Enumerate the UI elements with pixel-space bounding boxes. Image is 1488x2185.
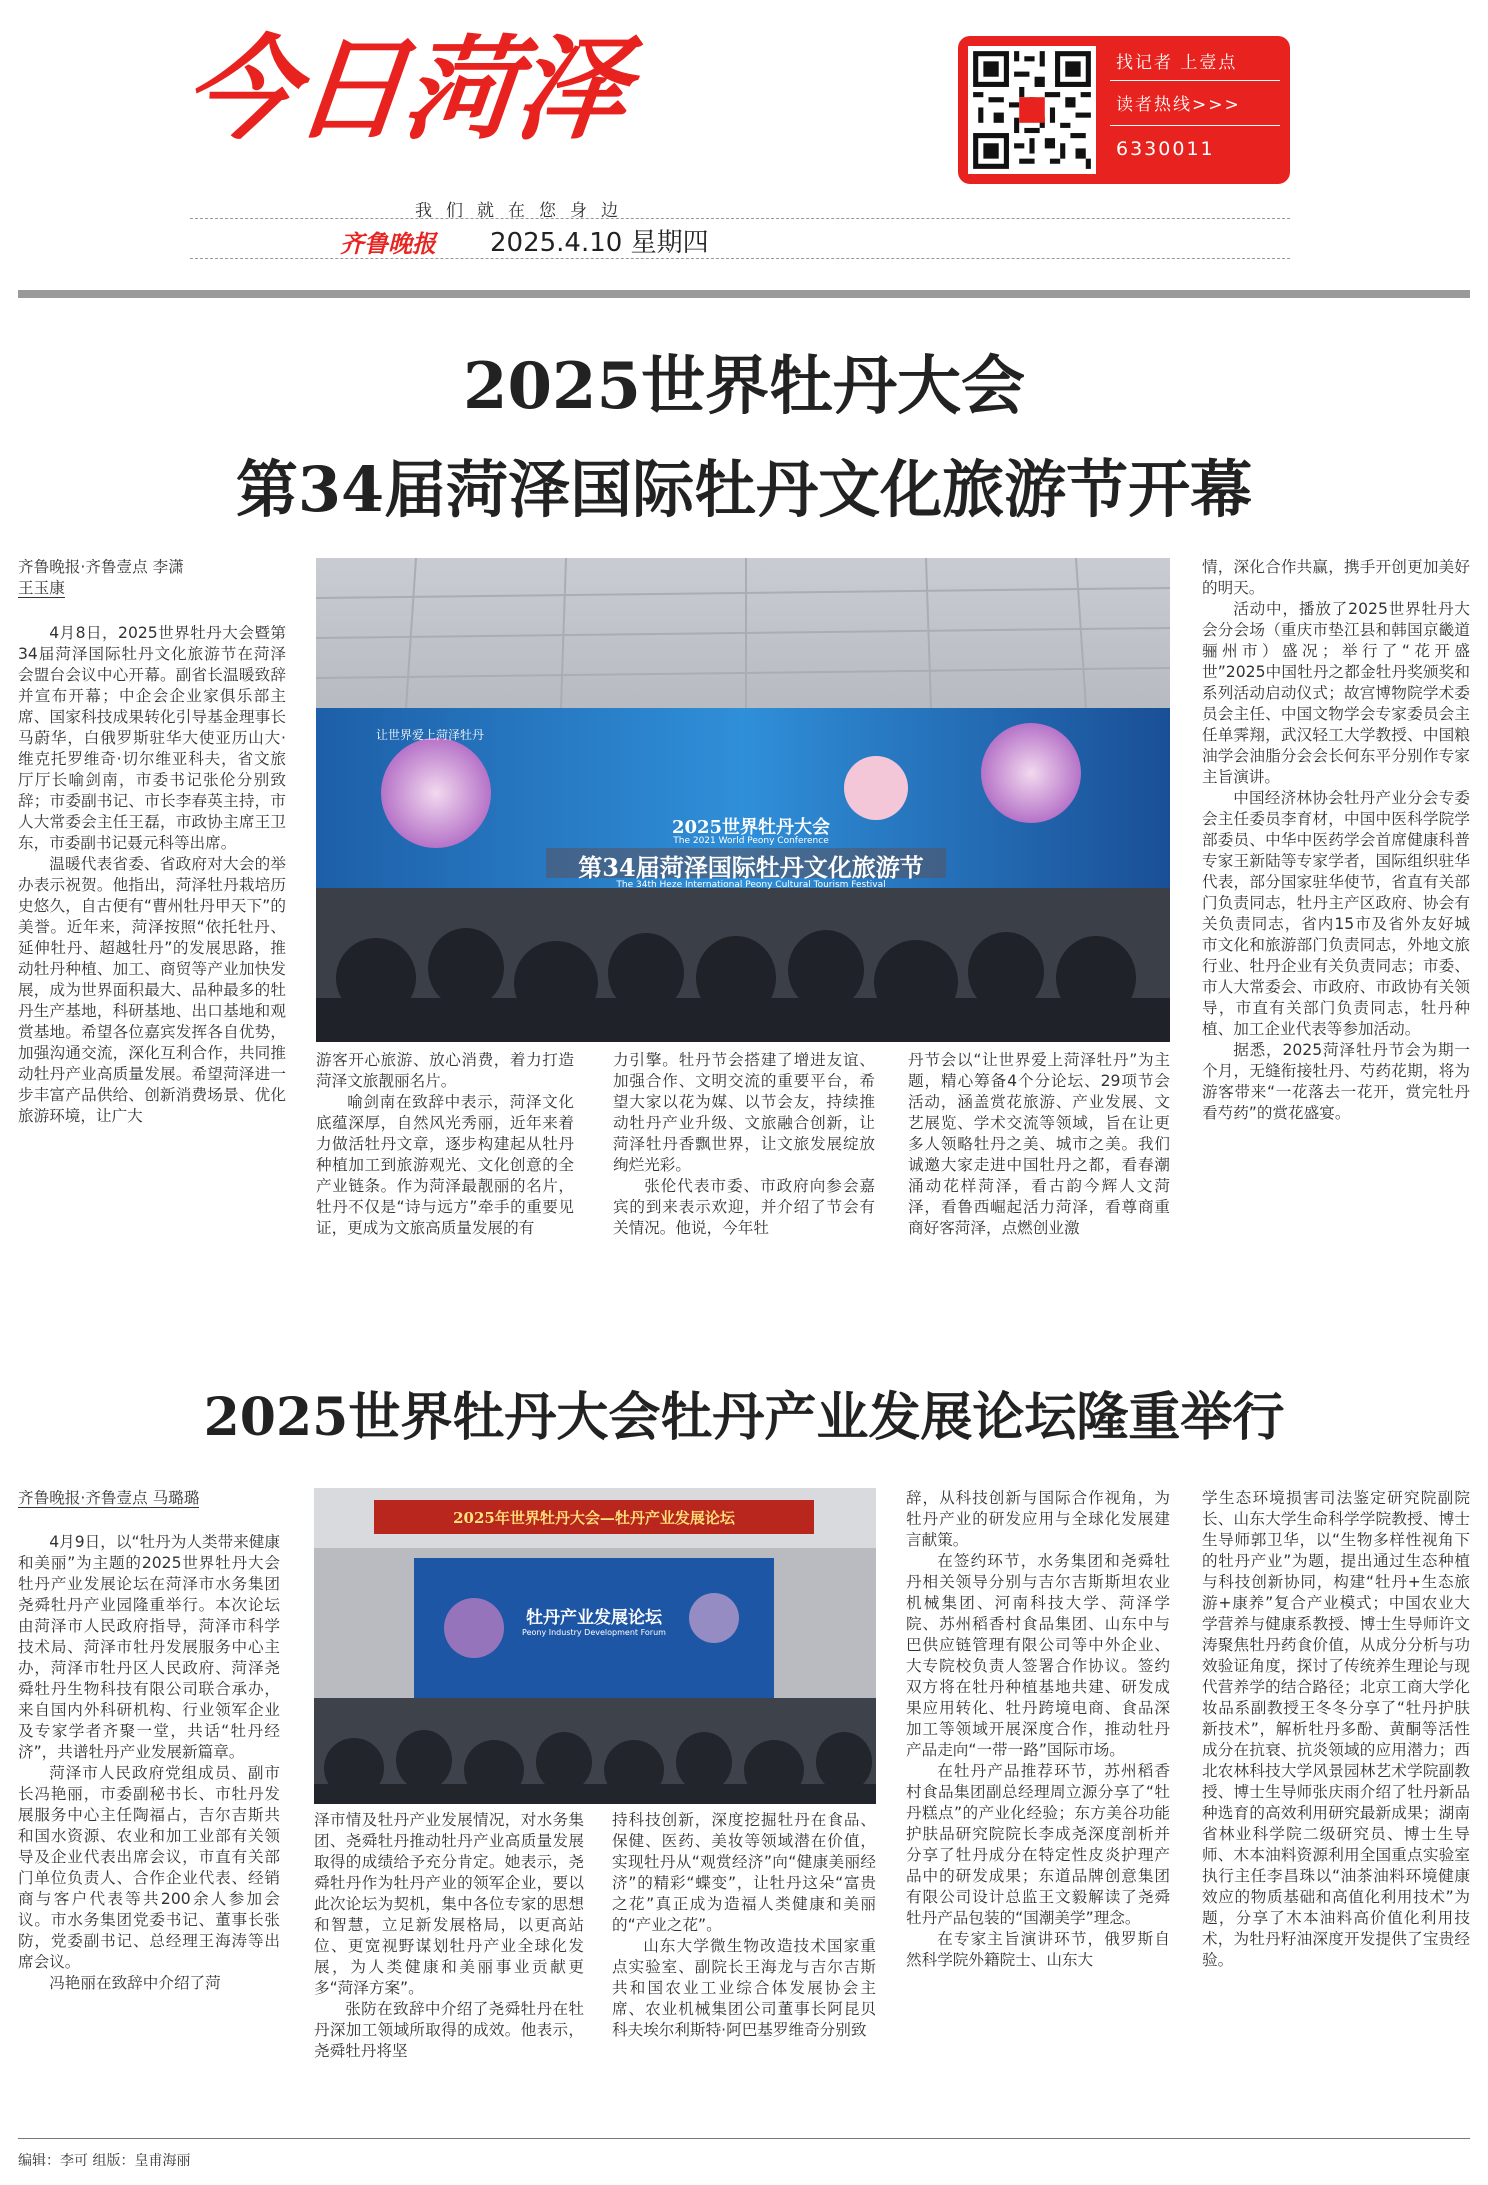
paragraph: 泽市情及牡丹产业发展情况，对水务集团、尧舜牡丹推动牡丹产业高质量发展取得的成绩给予充分肯定。她表示，尧舜牡丹作为牡丹产业的领军企业，要以此次论坛为契机，集中各位专家的思想和智慧，立足新发展格局，以更高站位、更宽视野谋划牡丹产业全球化发展，为人类健康和美丽事业贡献更多“菏泽方案”。 bbox=[314, 1811, 584, 1997]
paragraph: 活动中，播放了2025世界牡丹大会分会场（重庆市垫江县和韩国京畿道骊州市）盛况；举行了“花开盛世”2025中国牡丹之都金牡丹奖颁奖和系列活动启动仪式；故宫博物院学术委员会主任、中国文物学会专家委员会主任单霁翔，武汉轻工大学教授、中国粮油学会油脂分会会长何东平分别作专家主旨演讲。 bbox=[1202, 600, 1470, 786]
slogan: 我们就在您身边 bbox=[415, 201, 632, 221]
paragraph: 丹节会以“让世界爱上菏泽牡丹”为主题，精心筹备4个分论坛、29项节会活动，涵盖赏花旅游、产业发展、文艺展览、学术交流等领域，旨在让更多人领略牡丹之美、城市之美。我们诚邀大家走进中国牡丹之都，看春潮涌动花样菏泽，看古韵今辉人文菏泽，看鲁西崛起活力菏泽，看尊商重商好客菏泽，点燃创业激 bbox=[908, 1051, 1170, 1237]
newspaper-logo: 齐鲁晚报 bbox=[340, 229, 436, 258]
footer-credits: 编辑：李可 组版：皇甫海丽 bbox=[18, 2153, 191, 2169]
screen-side-text: 让世界爱上菏泽牡丹 bbox=[376, 728, 485, 742]
paragraph: 力引擎。牡丹节会搭建了增进友谊、加强合作、文明交流的重要平台，希望大家以花为媒、以节会友，持续推动牡丹产业升级、文旅融合创新，让菏泽牡丹香飘世界，让文旅发展绽放绚烂光彩。 bbox=[613, 1051, 875, 1174]
screen-title-line4: The 34th Heze International Peony Cultural Tourism Festival bbox=[616, 880, 886, 890]
paragraph: 在专家主旨演讲环节，俄罗斯自然科学院外籍院士、山东大 bbox=[906, 1930, 1170, 1969]
byline-line: 齐鲁晚报·齐鲁壹点 马璐璐 bbox=[18, 1489, 200, 1507]
paragraph: 冯艳丽在致辞中介绍了菏 bbox=[49, 1974, 221, 1992]
qr-code-icon bbox=[968, 46, 1096, 174]
byline-line: 王玉康 bbox=[18, 579, 65, 597]
byline-line: 齐鲁晚报·齐鲁壹点 李潇 bbox=[18, 558, 184, 576]
article1-photo bbox=[316, 558, 1170, 1042]
article2-column-2 bbox=[314, 1810, 584, 2124]
paragraph: 张伦代表市委、市政府向参会嘉宾的到来表示欢迎，并介绍了节会有关情况。他说，今年牡 bbox=[613, 1177, 875, 1237]
article1-column-2 bbox=[316, 1050, 574, 1313]
article2-column-1 bbox=[18, 1532, 280, 2124]
dashed-rule bbox=[190, 258, 1290, 259]
qr-code[interactable] bbox=[968, 46, 1096, 174]
paragraph: 情，深化合作共赢，携手开创更加美好的明天。 bbox=[1202, 558, 1470, 597]
article2-photo bbox=[314, 1488, 876, 1804]
paragraph: 据悉，2025菏泽牡丹节会为期一个月，无缝衔接牡丹、芍药花期，将为游客带来“一花落去一花开，赏完牡丹看芍药”的赏花盛宴。 bbox=[1202, 1041, 1470, 1122]
article1-column-5 bbox=[1202, 557, 1470, 1317]
reader-hotline-number: 6330011 bbox=[1116, 138, 1215, 160]
article1-headline-line2: 第34届菏泽国际牡丹文化旅游节开幕 bbox=[235, 453, 1253, 526]
screen-title-line2: Peony Industry Development Forum bbox=[522, 1628, 666, 1637]
box-divider bbox=[1110, 125, 1280, 126]
dashed-rule bbox=[190, 218, 1290, 219]
article2-byline bbox=[18, 1488, 280, 1509]
paragraph: 山东大学微生物改造技术国家重点实验室、副院长王海龙与吉尔吉斯共和国农业工业综合体发展协会主席、农业机械集团公司董事长阿昆贝科夫埃尔利斯特·阿巴基罗维奇分别致 bbox=[612, 1937, 876, 2039]
article1-column-3 bbox=[613, 1050, 875, 1313]
reporter-contact-line: 找记者 上壹点 bbox=[1116, 53, 1238, 73]
paragraph: 张防在致辞中介绍了尧舜牡丹在牡丹深加工领域所取得的成效。他表示，尧舜牡丹将坚 bbox=[314, 2000, 584, 2060]
box-divider bbox=[1110, 80, 1280, 81]
screen-title-line1: 2025世界牡丹大会 bbox=[671, 817, 831, 838]
paragraph: 在牡丹产品推荐环节，苏州稻香村食品集团副总经理周立源分享了“牡丹糕点”的产业化经验；东方美谷功能护肤品研究院院长李成尧深度剖析并分享了牡丹成分在特定性皮炎护理产品中的研发成果；东道品牌创意集团有限公司设计总监王文毅解读了尧舜牡丹产品包装的“国潮美学”理念。 bbox=[906, 1762, 1170, 1927]
masthead-rule bbox=[18, 290, 1470, 298]
footer-rule bbox=[18, 2138, 1470, 2139]
article1-byline bbox=[18, 557, 286, 599]
paragraph: 中国经济林协会牡丹产业分会专委会主任委员李育材，中国中医科学院学部委员、中华中医药学会首席健康科普专家王新陆等专家学者，国际组织驻华代表，部分国家驻华使节，省直有关部门负责同志，牡丹主产区政府、协会有关负责同志，省内15市及省外友好城市文化和旅游部门负责同志，外地文旅行业、牡丹企业有关负责同志；市委、市人大常委会、市政府、市政协有关领导，市直有关部门负责同志，牡丹种植、加工企业代表等参加活动。 bbox=[1202, 789, 1470, 1038]
paragraph: 游客开心旅游、放心消费，着力打造菏泽文旅靓丽名片。 bbox=[316, 1051, 574, 1090]
paragraph: 辞，从科技创新与国际合作视角，为牡丹产业的研发应用与全球化发展建言献策。 bbox=[906, 1489, 1170, 1549]
issue-date: 2025.4.10 星期四 bbox=[490, 228, 709, 258]
paragraph: 持科技创新，深度挖掘牡丹在食品、保健、医药、美妆等领域潜在价值，实现牡丹从“观赏经济”向“健康美丽经济”的精彩“蝶变”，让牡丹这朵“富贵之花”真正成为造福人类健康和美丽的“产业之花”。 bbox=[612, 1811, 876, 1934]
reader-hotline-label: 读者热线>>> bbox=[1116, 95, 1241, 115]
masthead-logo: 今日菏泽 bbox=[178, 25, 632, 155]
screen-title-line3: 第34届菏泽国际牡丹文化旅游节 bbox=[578, 853, 924, 882]
article1-headline-line1: 2025世界牡丹大会 bbox=[462, 349, 1026, 424]
screen-title-line1: 牡丹产业发展论坛 bbox=[526, 1608, 662, 1628]
paragraph: 菏泽市人民政府党组成员、副市长冯艳丽，市委副秘书长、市牡丹发展服务中心主任陶福占，吉尔吉斯共和国水资源、农业和加工业部有关领导及企业代表出席会议，市直有关部门单位负责人、合作企业代表、经销商与客户代表等共200余人参加会议。市水务集团党委书记、董事长张防，党委副书记、总经理王海涛等出席会议。 bbox=[18, 1764, 280, 1971]
screen-title-line2: The 2021 World Peony Conference bbox=[673, 836, 829, 846]
article2-headline: 2025世界牡丹大会牡丹产业发展论坛隆重举行 bbox=[203, 1387, 1285, 1448]
paragraph: 4月8日，2025世界牡丹大会暨第34届菏泽国际牡丹文化旅游节在菏泽会盟台会议中心开幕。副省长温暖致辞并宣布开幕；中企会企业家俱乐部主席、国家科技成果转化引导基金理事长马蔚华，白俄罗斯驻华大使亚历山大·维克托罗维奇·切尔维亚科夫，省文旅厅厅长喻剑南，市委书记张伦分别致辞；市委副书记、市长李春英主持，市人大常委会主任王磊，市政协主席王卫东，市委副书记聂元科等出席。 bbox=[18, 624, 286, 852]
paragraph: 在签约环节，水务集团和尧舜牡丹相关领导分别与吉尔吉斯斯坦农业机械集团、河南科技大学、菏泽学院、苏州稻香村食品集团、山东中与巴供应链管理有限公司等中外企业、大专院校负责人签署合作协议。签约双方将在牡丹种植基地共建、研发成果应用转化、牡丹跨境电商、食品深加工等领域开展深度合作，推动牡丹产品走向“一带一路”国际市场。 bbox=[906, 1552, 1170, 1759]
banner-text: 2025年世界牡丹大会—牡丹产业发展论坛 bbox=[453, 1509, 735, 1527]
paragraph: 喻剑南在致辞中表示，菏泽文化底蕴深厚，自然风光秀丽，近年来着力做活牡丹文章，逐步构建起从牡丹种植加工到旅游观光、文化创意的全产业链条。作为菏泽最靓丽的名片，牡丹不仅是“诗与远方”牵手的重要见证，更成为文旅高质量发展的有 bbox=[316, 1093, 574, 1237]
article1-column-4 bbox=[908, 1050, 1170, 1313]
paragraph: 温暖代表省委、省政府对大会的举办表示祝贺。他指出，菏泽牡丹栽培历史悠久，自古便有“曹州牡丹甲天下”的美誉。近年来，菏泽按照“依托牡丹、延伸牡丹、超越牡丹”的发展思路，推动牡丹种植、加工、商贸等产业加快发展，成为世界面积最大、品种最多的牡丹生产基地，科研基地、出口基地和观赏基地。希望各位嘉宾发挥各自优势，加强沟通交流，深化互利合作，共同推动牡丹产业高质量发展。希望菏泽进一步丰富产品供给、创新消费场景、优化旅游环境，让广大 bbox=[18, 855, 286, 1125]
article2-column-4 bbox=[906, 1488, 1170, 2124]
paragraph: 4月9日，以“牡丹为人类带来健康和美丽”为主题的2025世界牡丹大会牡丹产业发展论坛在菏泽市水务集团尧舜牡丹产业园隆重举行。本次论坛由菏泽市人民政府指导，菏泽市科学技术局、菏泽市牡丹发展服务中心主办，菏泽市牡丹区人民政府、菏泽尧舜牡丹生物科技有限公司联合承办，来自国内外科研机构、行业领军企业及专家学者齐聚一堂，共话“牡丹经济”，共谱牡丹产业发展新篇章。 bbox=[18, 1533, 280, 1761]
article2-column-3 bbox=[612, 1810, 876, 2124]
article1-column-1 bbox=[18, 623, 286, 1313]
paragraph: 学生态环境损害司法鉴定研究院副院长、山东大学生命科学学院教授、博士生导师郭卫华，以“生物多样性视角下的牡丹产业”为题，提出通过生态种植与科技创新协同，构建“牡丹+生态旅游+康养”复合产业模式；中国农业大学营养与健康系教授、博士生导师许文涛聚焦牡丹药食价值，从成分分析与功效验证角度，探讨了传统养生理论与现代营养学的结合路径；北京工商大学化妆品系副教授王冬冬分享了“牡丹护肤新技术”，解析牡丹多酚、黄酮等活性成分在抗衰、抗炎领域的应用潜力；西北农林科技大学风景园林艺术学院副教授、博士生导师张庆雨介绍了牡丹新品种选育的高效利用研究最新成果；湖南省林业科学院二级研究员、博士生导师、木本油料资源利用全国重点实验室执行主任李昌珠以“油茶油料环境健康效应的物质基础和高值化利用技术”为题，分享了木本油料高价值化利用技术，为牡丹籽油深度开发提供了宝贵经验。 bbox=[1202, 1489, 1470, 1969]
article2-column-5 bbox=[1202, 1488, 1470, 2124]
